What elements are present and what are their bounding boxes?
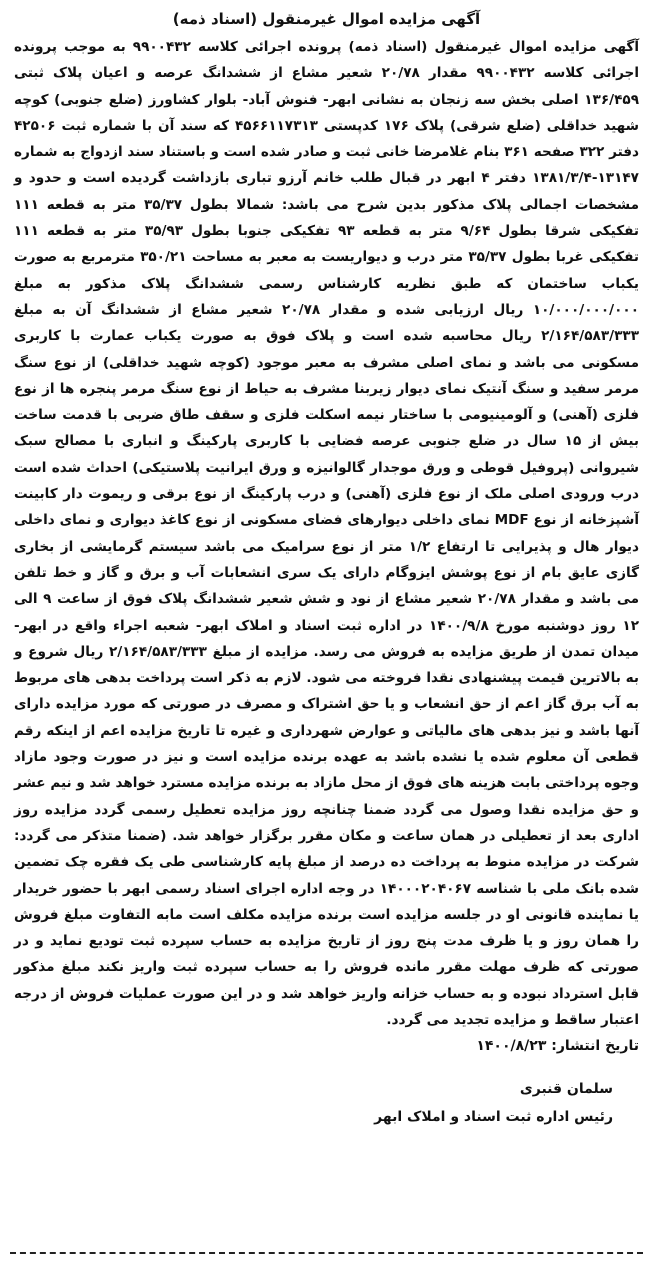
bottom-dashed-divider bbox=[10, 1252, 643, 1254]
signature-block bbox=[14, 1075, 639, 1131]
notice-title: آگهی مزایده اموال غیرمنقول (اسناد ذمه) bbox=[172, 10, 481, 28]
publication-date: تاریخ انتشار: ۱۴۰۰/۸/۲۳ bbox=[476, 1038, 639, 1055]
signer-name: سلمان قنبری bbox=[519, 1081, 613, 1098]
notice-body: آگهی مزایده اموال غیرمنقول (اسناد ذمه) پرونده اجرائی کلاسه ۹۹۰۰۴۳۲ به موجب پرونده اجرائی کلاسه ۹۹۰۰۴۳۲ مقدار ۲۰/۷۸ شعیر مشاع از ششدانگ عرصه و اعیان پلاک ثبتی ۱۳۶/۴۵۹ اصلی بخش سه زنجان به نشانی ابهر- فنوش آباد- بلوار کشاورز (ضلع جنوبی) کوچه شهید خداقلی (ضلع شرقی) پلاک ۱۷۶ کدپستی ۴۵۶۶۱۱۷۳۱۳ که سند آن با شماره ثبت ۴۲۵۰۶ دفتر ۳۲۲ صفحه ۳۶۱ بنام غلامرضا خانی ثبت و صادر شده است و باستناد سند ازدواج به شماره ۱۳۱۴۷-۱۳۸۱/۳/۴ دفتر ۴ ابهر در قبال طلب خانم آرزو تباری بازداشت گردیده است و حدود و مشخصات اجمالی پلاک مذکور بدین شرح می باشد: شمالا بطول ۳۵/۳۷ متر به قطعه ۱۱۱ تفکیکی شرقا بطول ۹/۶۴ متر به قطعه ۹۳ تفکیکی جنوبا بطول ۳۵/۹۳ متر به قطعه ۱۱۱ تفکیکی غربا بطول ۳۵/۳۷ متر درب و دیواریست به معبر به مساحت ۳۵۰/۲۱ مترمربع به صورت یکباب ساختمان که طبق نظریه کارشناس رسمی ششدانگ پلاک مذکور به مبلغ ۱۰/۰۰۰/۰۰۰/۰۰۰ ریال ارزیابی شده و مقدار ۲۰/۷۸ شعیر مشاع از ششدانگ آن به مبلغ ۲/۱۶۴/۵۸۳/۳۳۳ ریال محاسبه شده است و پلاک فوق به صورت یکباب عمارت با کاربری مسکونی می باشد و نمای اصلی مشرف به معبر موجود (کوچه شهید خداقلی) از نوع سنگ مرمر سفید و سنگ آنتیک نمای دیوار زیربنا مشرف به حیاط از نوع سنگ مرمر پنجره ها از نوع فلزی (آهنی) و آلومینیومی با ساختار نیمه اسکلت فلزی و سقف طاق ضربی با قدمت ساخت بیش از ۱۵ سال در ضلع جنوبی عرصه فضایی با کاربری پارکینگ و انباری با مصالح سبک شیروانی (پروفیل قوطی و ورق موجدار گالوانیزه و ورق ایرانیت پلاستیکی) احداث شده است درب ورودی اصلی ملک از نوع فلزی (آهنی) و درب پارکینگ از نوع برقی و ریموت دار کابینت آشپزخانه از نوع MDF نمای داخلی دیوارهای فضای مسکونی از نوع کاغذ دیواری و نمای داخلی دیوار هال و پذیرایی تا ارتفاع ۱/۲ متر از نوع سرامیک می باشد سیستم گرمایشی از بخاری گازی عایق بام از نوع پوشش ایزوگام دارای یک سری انشعابات آب و برق و گاز و خط تلفن می باشد و مقدار ۲۰/۷۸ شعیر مشاع از نود و شش شعیر ششدانگ پلاک فوق از ساعت ۹ الی ۱۲ روز دوشنبه مورخ ۱۴۰۰/۹/۸ در اداره ثبت اسناد و املاک ابهر- شعبه اجراء واقع در ابهر- میدان تمدن از طریق مزایده به فروش می رسد. مزایده از مبلغ ۲/۱۶۴/۵۸۳/۳۳۳ ریال شروع و به بالاترین قیمت پیشنهادی نقدا فروخته می شود. لازم به ذکر است پرداخت بدهی های مربوط به آب برق گاز اعم از حق انشعاب و یا حق اشتراک و مصرف در صورتی که مورد مزایده دارای آنها باشد و نیز بدهی های مالیاتی و عوارض شهرداری و غیره تا تاریخ مزایده اعم از اینکه رقم قطعی آن معلوم شده یا نشده باشد به عهده برنده مزایده است و نیز در صورت وجود مازاد وجوه پرداختی بابت هزینه های فوق از محل مازاد به برنده مزایده مسترد خواهد شد و نیم عشر و حق مزایده نقدا وصول می گردد ضمنا چنانچه روز مزایده تعطیل رسمی گردد مزایده روز اداری بعد از تعطیلی در همان ساعت و مکان مقرر برگزار خواهد شد. (ضمنا متذکر می گردد: شرکت در مزایده منوط به پرداخت ده درصد از مبلغ پایه کارشناسی طی یک فقره چک تضمین شده بانک ملی با شناسه ۱۴۰۰۰۲۰۴۰۶۷ در وجه اداره اجرای اسناد رسمی ابهر با حضور خریدار یا نماینده قانونی او در جلسه مزایده است برنده مزایده مکلف است مابه التفاوت مبلغ فروش را همان روز و یا ظرف مدت پنج روز از تاریخ مزایده به حساب سپرده ثبت تودیع نماید و در صورتی که ظرف مهلت مقرر مانده فروش را به حساب سپرده ثبت واریز نکند مبلغ مذکور قابل استرداد نبوده و به حساب خزانه واریز خواهد شد و در این صورت عملیات فروش از درجه اعتبار ساقط و مزایده تجدید می گردد. bbox=[14, 39, 640, 1028]
signer-title: رئیس اداره ثبت اسناد و املاک ابهر bbox=[374, 1109, 613, 1126]
